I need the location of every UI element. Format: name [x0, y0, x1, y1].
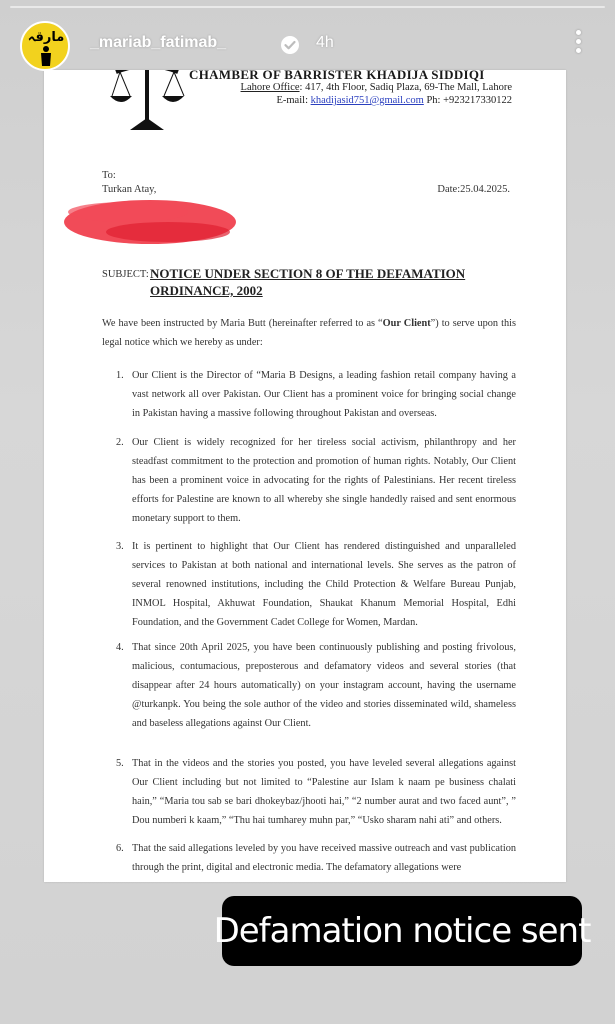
intro-text-b: ”) to serve upon this legal notice which we hereby as under:: [102, 318, 516, 348]
item-text: That in the videos and the stories you posted, you have leveled several allegations against Our Client including but not limited to “Palestine aur Islam k naam pe business chalati hain,” “Maria tou sab se bari dhokeybaz/jhooti hai,” “2 number aurat and two faced aunt”, ” Dou numberi k kaam,” “Thu hai tumharey muhn par,” “Usko sharam nahi ati” and others.: [132, 758, 516, 826]
item-text: That since 20th April 2025, you have been continuously publishing and posting frivolous, malicious, contumacious, preposterous and defamatory videos and several stories (that disappear after 24 hours automatically) on your instagram account, having the username @turkanpk. You being the sole author of the video and stories disseminated wild, shameless and baseless allegations against Our Client.: [132, 642, 516, 729]
story-caption: Defamation notice sent: [222, 896, 582, 966]
item-number: 1.: [116, 370, 124, 381]
office-address: [241, 82, 512, 93]
intro-text-a: We have been instructed by Maria Butt (hereinafter referred to as “: [102, 318, 383, 329]
avatar[interactable]: [20, 21, 70, 71]
intro-bold: Our Client: [382, 318, 431, 329]
letterhead: [44, 70, 566, 150]
item-text: Our Client is the Director of “Maria B Designs, a leading fashion retail company having a vast network all over Pakistan. Our Client has a prominent voice for bringing social change in Pakistan having a massive following throughout Pakistan and overseas.: [132, 370, 516, 419]
email-label: E-mail: [276, 95, 306, 106]
list-item: [102, 433, 516, 528]
contact-line: E-mail: khadijasid751@gmail.com Ph: +923217330122: [276, 95, 512, 106]
item-number: 4.: [116, 642, 124, 653]
phone-number: Ph: +923217330122: [423, 95, 512, 106]
subject-label: SUBJECT:: [102, 269, 149, 280]
legal-notice-document: [44, 70, 566, 882]
story-header: [0, 0, 615, 70]
item-number: 3.: [116, 541, 124, 552]
list-item: [102, 839, 516, 877]
email-link[interactable]: khadijasid751@gmail.com: [310, 95, 424, 106]
redaction-scribble: [58, 196, 236, 248]
list-item: [102, 754, 516, 830]
letterhead-title: CHAMBER OF BARRISTER KHADIJA SIDDIQI: [189, 70, 485, 82]
to-label: To:: [102, 170, 116, 181]
item-number: 6.: [116, 843, 124, 854]
subject-heading: NOTICE UNDER SECTION 8 OF THE DEFAMATION ORDINANCE, 2002: [150, 266, 466, 298]
item-text: It is pertinent to highlight that Our Client has rendered distinguished and unparalleled services to Pakistan at both national and international levels. She serves as the patron of several renowned institutions, including the Child Protection & Welfare Bureau Punjab, INMOL Hospital, Akhuwat Foundation, Shaukat Khanum Memorial Hospital, Edhi Foundation, and the Government Cadet College for Women, Mardan.: [132, 541, 516, 628]
notice-date: Date:25.04.2025.: [437, 184, 510, 195]
list-item: [102, 537, 516, 632]
scales-of-justice-icon: [108, 70, 186, 132]
office-address-text: : 417, 4th Floor, Sadiq Plaza, 69-The Mall, Lahore: [299, 82, 512, 93]
avatar-figure-icon: [38, 45, 54, 67]
intro-paragraph: [102, 314, 516, 352]
list-item: [102, 638, 516, 733]
item-number: 2.: [116, 437, 124, 448]
office-label: Lahore Office: [240, 82, 300, 93]
verified-badge-icon: [280, 35, 300, 55]
avatar-logo-text: مارقہ: [27, 30, 65, 45]
username[interactable]: _mariab_fatimab_: [90, 34, 227, 51]
post-time: 4h: [316, 34, 334, 51]
more-options-icon[interactable]: [568, 30, 588, 60]
item-text: That the said allegations leveled by you have received massive outreach and vast publication through the print, digital and electronic media. The defamatory allegations were: [132, 843, 516, 873]
item-number: 5.: [116, 758, 124, 769]
item-text: Our Client is widely recognized for her tireless social activism, philanthropy and her steadfast commitment to the protection and promotion of human rights. Notably, Our Client has been a prominent voice in advocating for the rights of Palestinians. Her recent tireless efforts for Palestine are known to all whereby she single handedly raised and sent enormous monetary support to them.: [132, 437, 516, 524]
recipient-name: Turkan Atay,: [102, 184, 157, 195]
list-item: [102, 366, 516, 423]
